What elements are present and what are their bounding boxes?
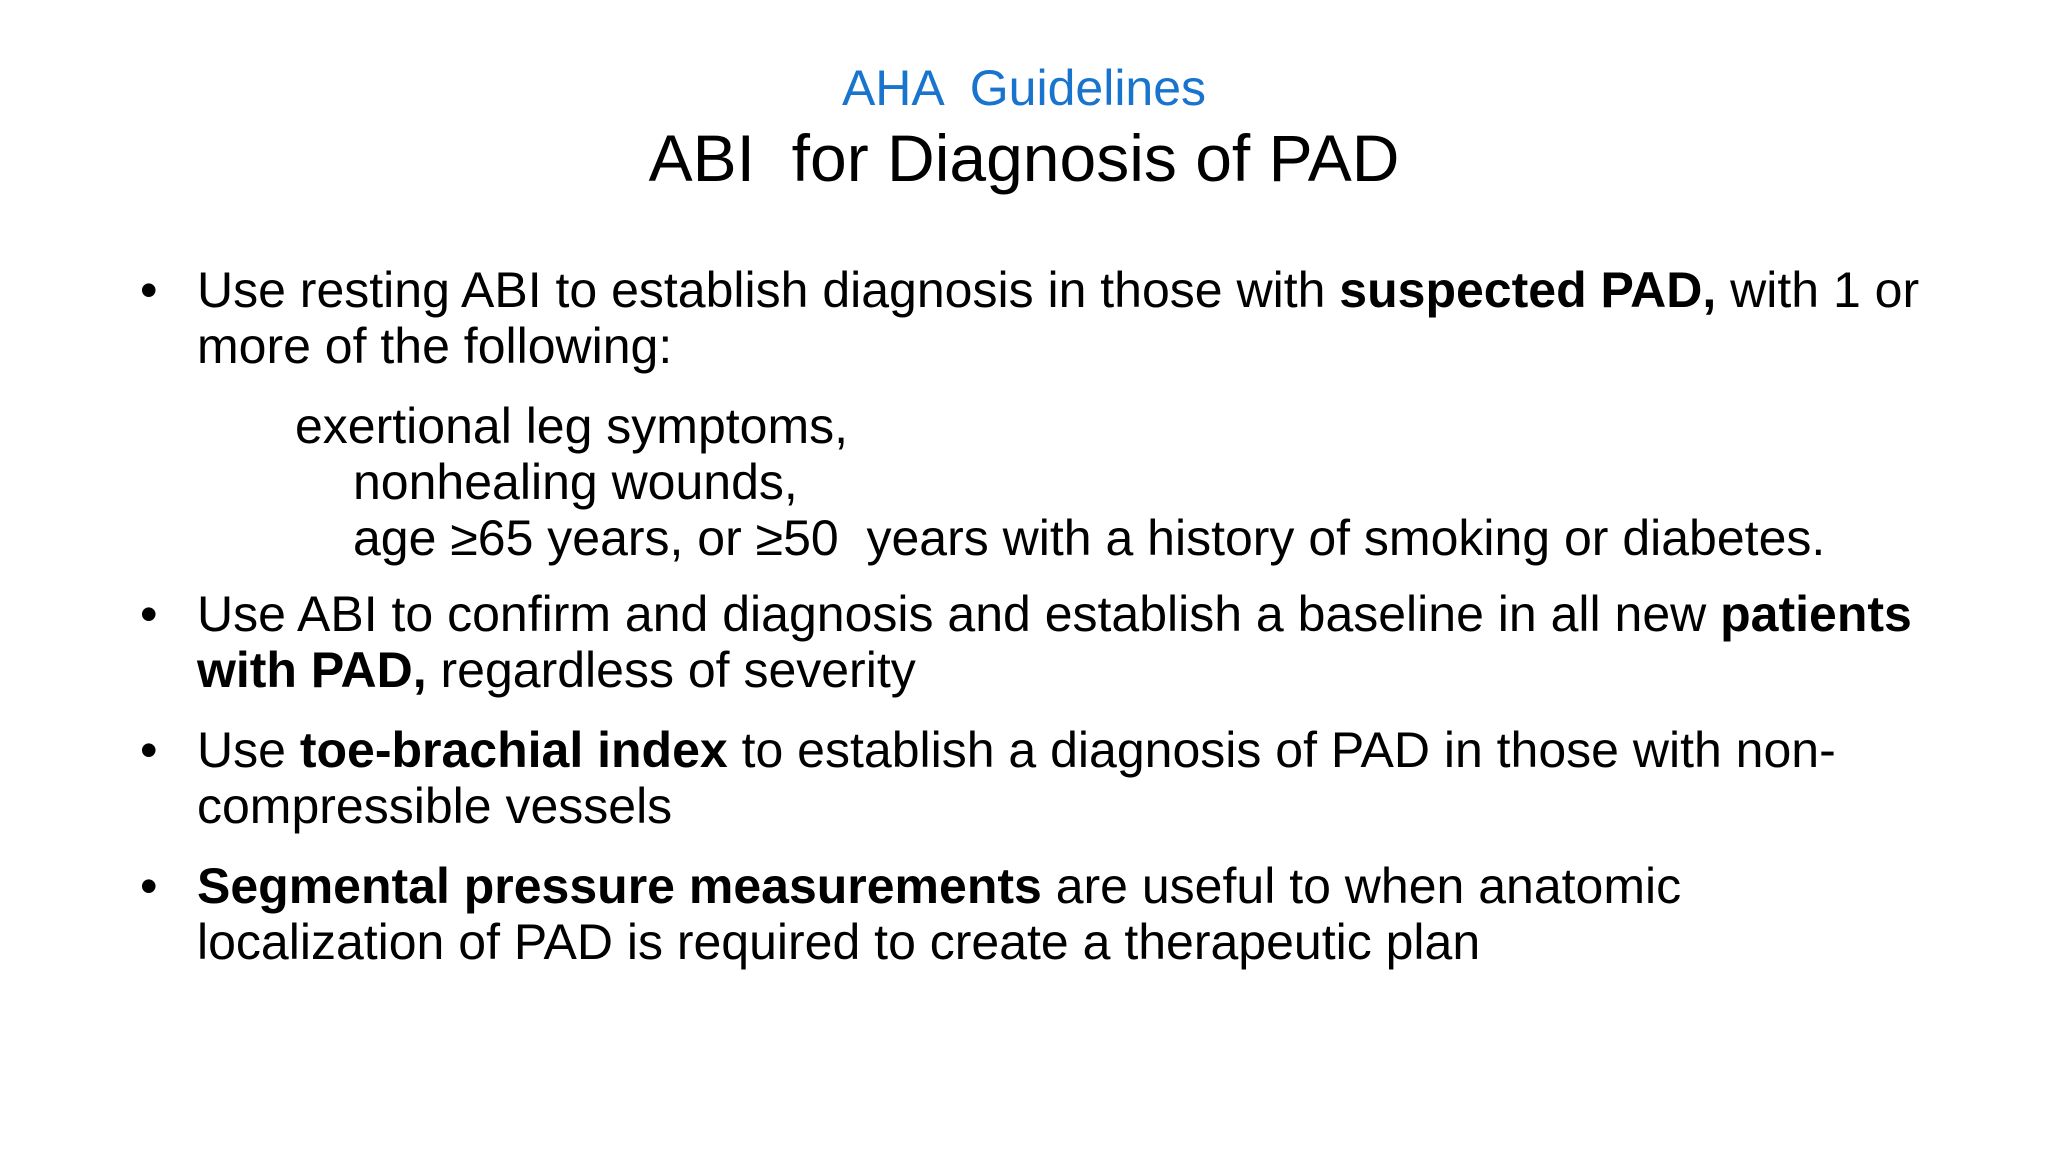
bullet-item-segmental-pressure [140, 858, 1940, 970]
bullet-text-tail: regardless of severity [426, 642, 916, 698]
bullet-text-bold: Segmental pressure measurements [197, 858, 1042, 914]
criteria-list [140, 398, 1940, 566]
bullet-text-lead: Use resting ABI to establish diagnosis in those with [197, 262, 1340, 318]
bullet-text-bold: suspected PAD, [1339, 262, 1717, 318]
spacer [140, 698, 1940, 722]
bullet-dot-icon: • [140, 722, 158, 778]
bullet-dot-icon: • [140, 586, 158, 642]
title-block [0, 58, 2048, 198]
slide-supertitle: AHA Guidelines [841, 60, 1207, 116]
bullet-text-bold: toe-brachial index [299, 722, 728, 778]
spacer [140, 834, 1940, 858]
bullet-item-toe-brachial-index [140, 722, 1940, 834]
bullet-text-tail: with 1 or more of the following: [197, 262, 1920, 374]
bullet-item-resting-abi [140, 262, 1940, 374]
criteria-item: exertional leg symptoms, [295, 398, 849, 454]
bullet-item-confirm-diagnosis [140, 586, 1940, 698]
bullet-dot-icon: • [140, 858, 158, 914]
bullet-text-tail: are useful to when anatomic localization of PAD is required to create a therapeutic plan [197, 858, 1682, 970]
bullet-text-lead: Use [197, 722, 300, 778]
bullet-dot-icon: • [140, 262, 158, 318]
bullet-text-lead: Use ABI to confirm and diagnosis and establish a baseline in all new [197, 586, 1721, 642]
criteria-item: nonhealing wounds, [353, 454, 798, 510]
slide-title: ABI for Diagnosis of PAD [648, 121, 1400, 195]
bullet-text-tail: to establish a diagnosis of PAD in those with non-compressible vessels [197, 722, 1836, 834]
bullet-list [140, 262, 1940, 970]
criteria-item: age ≥65 years, or ≥50 years with a history of smoking or diabetes. [353, 510, 1826, 566]
bullet-text-bold: patients with PAD, [197, 586, 1912, 698]
